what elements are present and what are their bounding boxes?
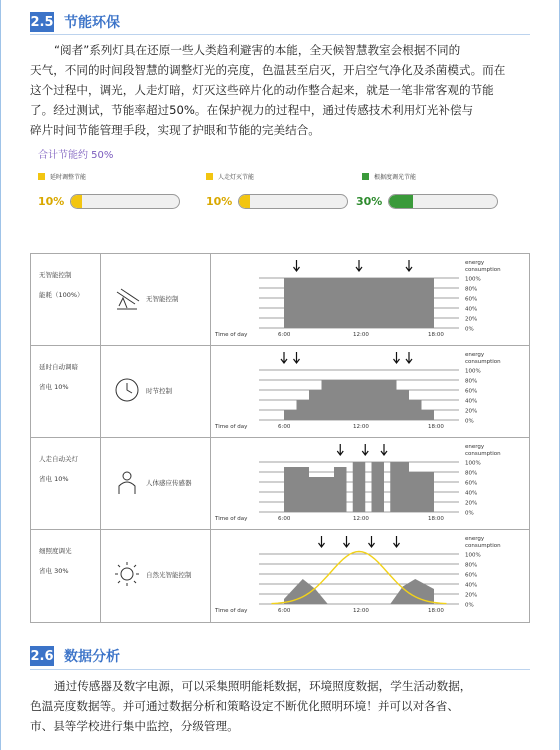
para-line: “阅者”系列灯具在还原一些人类趋利避害的本能，全天候智慧教室会根据不同的 (54, 43, 461, 57)
table-row (31, 346, 529, 438)
arrow-marker (394, 536, 400, 547)
row-chart-svg (211, 346, 529, 438)
row-method: 自然光智能控制 (146, 571, 192, 579)
para-line: 天气，不同的时间段智慧的调整灯光的亮度，色温甚至启灭，开启空气净化及杀菌模式。而在 (30, 63, 506, 77)
savings-bar-1 (38, 194, 180, 209)
row-chart (211, 438, 529, 529)
section-divider (30, 34, 530, 35)
x-tick-label: 12:00 (353, 608, 369, 614)
table-row (31, 530, 529, 622)
y-axis-label: energy (465, 536, 485, 542)
arrow-marker (319, 536, 325, 547)
clock-icon (113, 376, 141, 404)
legend-item (206, 172, 254, 181)
y-axis-label: consumption (465, 267, 501, 273)
para-line: 色温亮度数据等。并可通过数据分析和策略设定不断优化照明环境！并可以对各省、 (30, 699, 459, 713)
x-axis-label: Time of day (215, 608, 248, 614)
bar-track (238, 194, 348, 209)
row-method-cell (101, 530, 211, 622)
y-tick-label: 100% (465, 276, 481, 283)
x-axis-label: Time of day (215, 516, 248, 522)
x-tick-label: 6:00 (278, 608, 291, 614)
bar-value: 30% (356, 195, 383, 208)
row-energy: 省电 30% (39, 567, 69, 575)
section-number: 2.5 (30, 12, 54, 32)
arrow-marker (381, 444, 387, 455)
legend-swatch (362, 173, 369, 180)
section-title: 节能环保 (64, 15, 120, 31)
row-method-cell (101, 254, 211, 345)
para-line: 了。经过测试，节能率超过50%。在保护视力的过程中，通过传感技术利用灯光补偿与 (30, 103, 474, 117)
y-tick-label: 20% (465, 408, 478, 415)
bar-value: 10% (206, 195, 233, 208)
legend-item (362, 172, 416, 181)
row-label-cell (31, 346, 101, 437)
x-tick-label: 18:00 (428, 608, 444, 614)
savings-bar-3 (356, 194, 498, 209)
bar-value: 10% (38, 195, 65, 208)
savings-title: 合计节能约 50% (38, 150, 114, 161)
y-tick-label: 80% (465, 470, 478, 477)
y-axis-label: consumption (465, 451, 501, 457)
section-header-2-6 (30, 646, 120, 666)
arrow-marker (356, 260, 362, 271)
arrow-marker (344, 536, 350, 547)
y-tick-label: 20% (465, 316, 478, 323)
x-tick-label: 6:00 (278, 424, 291, 430)
row-label-cell (31, 438, 101, 529)
consumption-bar (372, 462, 385, 512)
y-tick-label: 80% (465, 286, 478, 293)
bar-fill (389, 195, 413, 208)
arrow-marker (294, 260, 300, 271)
row-label: 人走自动关灯 (39, 455, 78, 463)
y-tick-label: 80% (465, 562, 478, 569)
consumption-bar (322, 380, 397, 420)
x-axis-label: Time of day (215, 424, 248, 430)
row-method-cell (101, 438, 211, 529)
row-chart (211, 254, 529, 345)
row-energy: 省电 10% (39, 383, 69, 391)
y-tick-label: 40% (465, 306, 478, 313)
row-label: 细照度调光 (39, 547, 72, 555)
y-tick-label: 60% (465, 572, 478, 579)
energy-comparison-table (30, 253, 530, 623)
x-tick-label: 6:00 (278, 516, 291, 522)
x-tick-label: 6:00 (278, 332, 291, 338)
para-line: 通过传感器及数字电源，可以采集照明能耗数据，环境照度数据，学生活动数据， (54, 679, 472, 693)
data-analysis-paragraph (30, 676, 530, 736)
bar-fill (71, 195, 82, 208)
y-tick-label: 60% (465, 296, 478, 303)
section-number: 2.6 (30, 646, 54, 666)
row-label: 延时自动调暗 (39, 363, 78, 371)
row-energy: 能耗（100%） (39, 291, 84, 299)
y-tick-label: 40% (465, 398, 478, 405)
consumption-bar (390, 462, 409, 512)
y-tick-label: 80% (465, 378, 478, 385)
y-tick-label: 0% (465, 510, 474, 517)
section-title: 数据分析 (64, 649, 120, 665)
consumption-bar (334, 467, 347, 512)
intro-paragraph (30, 40, 530, 140)
arrow-marker (406, 352, 412, 363)
section-divider (30, 669, 530, 670)
row-label-cell (31, 530, 101, 622)
arrow-marker (294, 352, 300, 363)
y-axis-label: energy (465, 352, 485, 358)
legend-item (38, 172, 86, 181)
section-header-2-5 (30, 12, 120, 32)
y-tick-label: 100% (465, 368, 481, 375)
y-tick-label: 40% (465, 490, 478, 497)
row-label: 无智能控制 (39, 271, 72, 279)
y-tick-label: 0% (465, 326, 474, 333)
x-tick-label: 12:00 (353, 516, 369, 522)
lamp-icon (113, 284, 141, 312)
savings-bar-2 (206, 194, 348, 209)
y-tick-label: 0% (465, 602, 474, 609)
arrow-marker (281, 352, 287, 363)
y-axis-label: energy (465, 444, 485, 450)
para-line: 碎片时间节能管理手段，实现了护眼和节能的完美结合。 (30, 123, 320, 137)
row-method: 无智能控制 (146, 295, 179, 303)
bar-track (388, 194, 498, 209)
consumption-bar (353, 462, 366, 512)
arrow-marker (394, 352, 400, 363)
y-tick-label: 60% (465, 480, 478, 487)
row-chart-svg (211, 438, 529, 530)
y-axis-label: consumption (465, 359, 501, 365)
row-energy: 省电 10% (39, 475, 69, 483)
legend-label: 人走灯灭节能 (218, 174, 255, 181)
legend-label: 根据度调光节能 (374, 174, 417, 181)
y-axis-label: energy (465, 260, 485, 266)
row-label-cell (31, 254, 101, 345)
consumption-bar (309, 477, 334, 512)
arrow-marker (362, 444, 368, 455)
consumption-bar (284, 278, 434, 328)
row-method: 人体感应传感器 (146, 479, 192, 487)
x-tick-label: 18:00 (428, 332, 444, 338)
y-tick-label: 0% (465, 418, 474, 425)
bar-track (70, 194, 180, 209)
person-icon (113, 468, 141, 496)
y-tick-label: 60% (465, 388, 478, 395)
sun-icon (113, 560, 141, 588)
consumption-bar (284, 467, 309, 512)
legend-label: 延时调整节能 (50, 174, 87, 181)
x-tick-label: 18:00 (428, 424, 444, 430)
row-chart-svg (211, 254, 529, 346)
x-tick-label: 12:00 (353, 332, 369, 338)
para-line: 市、县等学校进行集中监控，分级管理。 (30, 719, 239, 733)
y-tick-label: 20% (465, 592, 478, 599)
legend-swatch (206, 173, 213, 180)
row-method-cell (101, 346, 211, 437)
arrow-marker (337, 444, 343, 455)
row-chart-svg (211, 530, 529, 622)
x-axis-label: Time of day (215, 332, 248, 338)
y-tick-label: 100% (465, 552, 481, 559)
arrow-marker (406, 260, 412, 271)
legend-swatch (38, 173, 45, 180)
bar-fill (239, 195, 250, 208)
x-tick-label: 12:00 (353, 424, 369, 430)
y-tick-label: 40% (465, 582, 478, 589)
y-tick-label: 100% (465, 460, 481, 467)
row-chart (211, 530, 529, 622)
x-tick-label: 18:00 (428, 516, 444, 522)
para-line: 这个过程中，调光，人走灯暗，灯灭这些碎片化的动作整合起来，就是一笔非常客观的节能 (30, 83, 494, 97)
y-axis-label: consumption (465, 543, 501, 549)
table-row (31, 254, 529, 346)
row-chart (211, 346, 529, 437)
row-method: 时节控制 (146, 387, 172, 395)
table-row (31, 438, 529, 530)
y-tick-label: 20% (465, 500, 478, 507)
arrow-marker (369, 536, 375, 547)
consumption-bar (409, 472, 434, 512)
